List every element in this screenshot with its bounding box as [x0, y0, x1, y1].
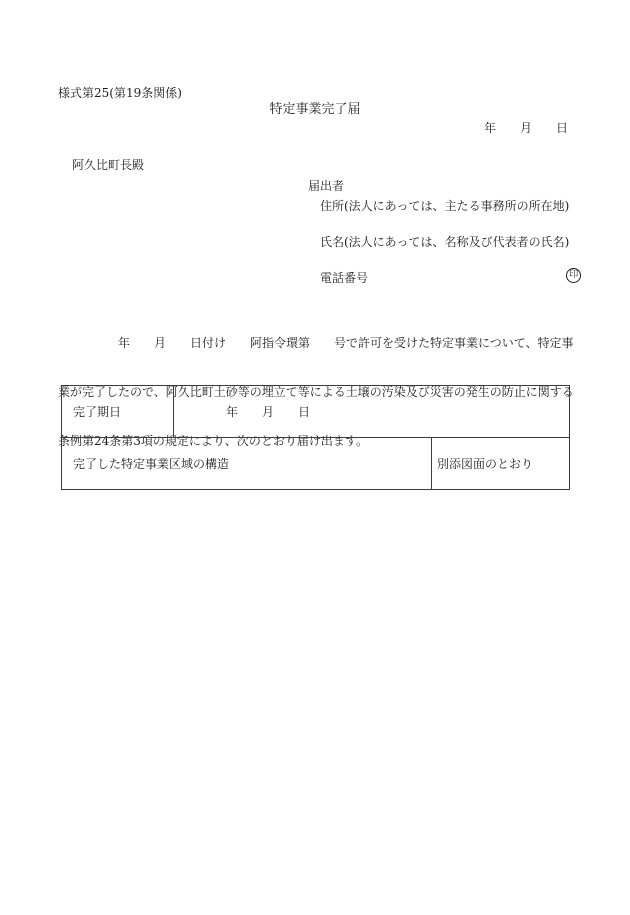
declarant-address-label: 住所(法人にあっては、主たる事務所の所在地) [320, 199, 570, 213]
completion-table [61, 385, 570, 490]
form-number: 様式第25(第19条関係) [58, 86, 182, 100]
seal-character: 印 [566, 268, 581, 283]
table-row [62, 386, 569, 438]
body-line-1: 年 月 日付け 阿指令環第 号で許可を受けた特定事業について、特定事 [58, 335, 574, 350]
table-row [62, 438, 569, 489]
completion-date-value-cell: 年 月 日 [226, 405, 311, 419]
addressee: 阿久比町長殿 [72, 158, 145, 172]
date-line: 年 月 日 [484, 121, 569, 135]
declarant-phone-label: 電話番号 [320, 271, 369, 285]
seal-icon [551, 253, 581, 297]
declarant-label: 届出者 [308, 179, 345, 193]
body-line-2: 業が完了したので、阿久比町土砂等の埋立て等による土壌の汚染及び災害の発生の防止に関する [58, 384, 574, 399]
body-line-3: 条例第24条第3項の規定により、次のとおり届け出ます。 [58, 433, 368, 448]
structure-header-cell: 完了した特定事業区域の構造 [62, 438, 432, 489]
structure-value-cell: 別添図面のとおり [437, 457, 534, 471]
completion-date-header-cell: 完了期日 [62, 386, 174, 437]
declarant-name-label: 氏名(法人にあっては、名称及び代表者の氏名) [320, 235, 570, 249]
page-title: 特定事業完了届 [269, 102, 361, 117]
